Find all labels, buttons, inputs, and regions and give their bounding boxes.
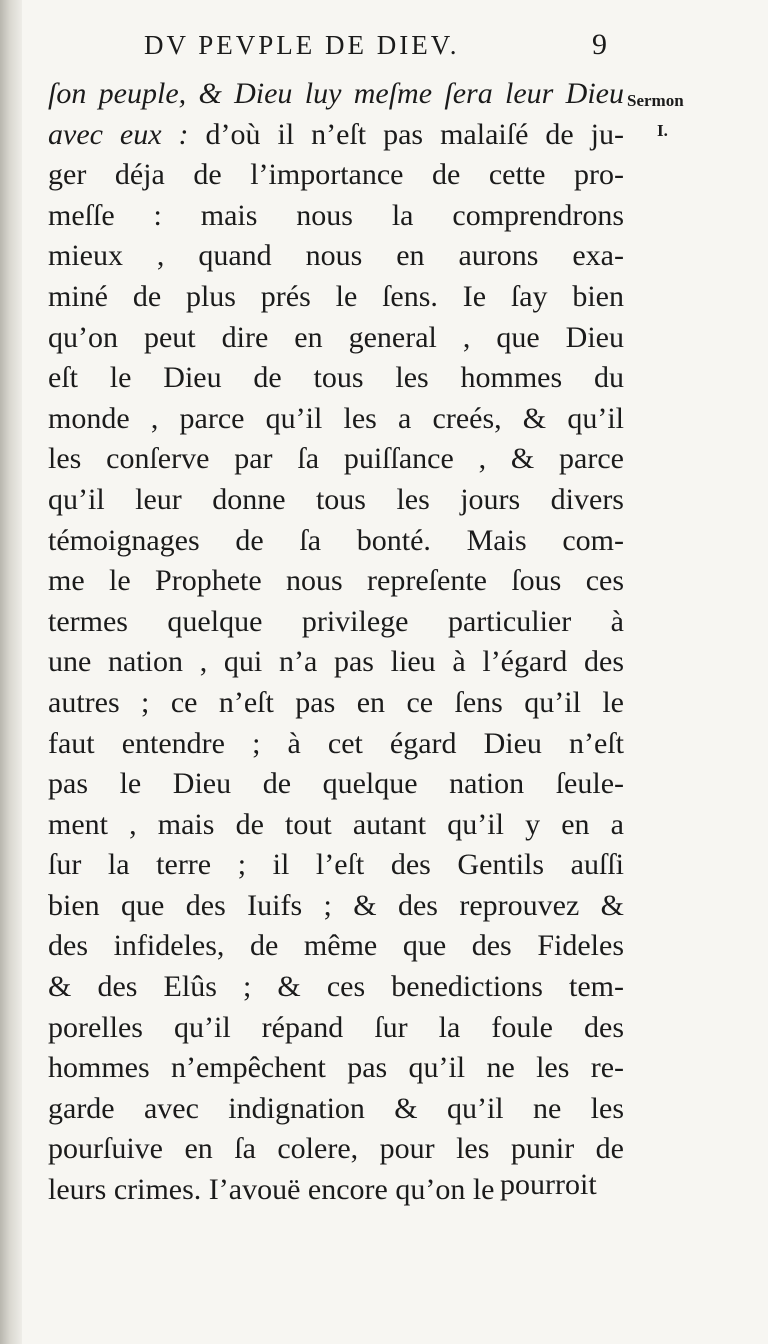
text-line-2-rest: d’où il n’eſt pas malaiſé de ju- [188,117,624,151]
text-line-1: ſon peuple, & Dieu luy meſme ſera leur Dieu [48,77,624,110]
text-line: faut entendre ; à cet égard Dieu n’eſt [48,726,624,760]
text-line-2-italic: avec eux : [48,117,189,151]
text-line: & des Elûs ; & ces benedictions tem- [48,970,624,1004]
text-line: autres ; ce n’eſt pas en ce ſens qu’il le [48,685,624,719]
running-head [144,30,624,70]
margin-note-number: I. [657,121,668,140]
text-line: eſt le Dieu de tous les hommes du [48,361,624,395]
text-line: les conſerve par ſa puiſſance , & parce [48,442,624,476]
text-line: ment , mais de tout autant qu’il y en a [48,807,624,841]
catchword: pourroit [500,1168,597,1201]
text-line: termes quelque privilege particulier à [48,604,624,638]
body-text [48,74,624,1211]
text-line: mieux , quand nous en aurons exa- [48,239,624,273]
page-number: 9 [592,28,607,61]
text-line: porelles qu’il répand ſur la foule des [48,1010,624,1044]
text-line: leurs crimes. I’avouë encore qu’on le [48,1173,495,1207]
text-line: ſur la terre ; il l’eſt des Gentils auſſi [48,848,624,882]
text-line-2 [48,115,624,156]
text-line: bien que des Iuifs ; & des reprouvez & [48,888,624,922]
text-line: pourſuive en ſa colere, pour les punir de [48,1132,624,1166]
text-line: témoignages de ſa bonté. Mais com- [48,523,624,557]
running-title: DV PEVPLE DE DIEV. [144,30,460,60]
text-line: garde avec indignation & qu’il ne les [48,1091,624,1125]
margin-note-label: Sermon [627,91,684,110]
text-line: miné de plus prés le ſens. Ie ſay bien [48,279,624,313]
text-line: qu’il leur donne tous les jours divers [48,482,624,516]
text-line: pas le Dieu de quelque nation ſeule- [48,767,624,801]
margin-note [627,86,739,146]
text-line: meſſe : mais nous la comprendrons [48,198,624,232]
text-line: des infideles, de même que des Fideles [48,929,624,963]
text-line: une nation , qui n’a pas lieu à l’égard des [48,645,624,679]
text-line: ger déja de l’importance de cette pro- [48,158,624,192]
text-line: me le Prophete nous repreſente ſous ces [48,564,624,598]
text-line: hommes n’empêchent pas qu’il ne les re- [48,1051,624,1085]
text-line: qu’on peut dire en general , que Dieu [48,320,624,354]
text-line: monde , parce qu’il les a creés, & qu’il [48,401,624,435]
